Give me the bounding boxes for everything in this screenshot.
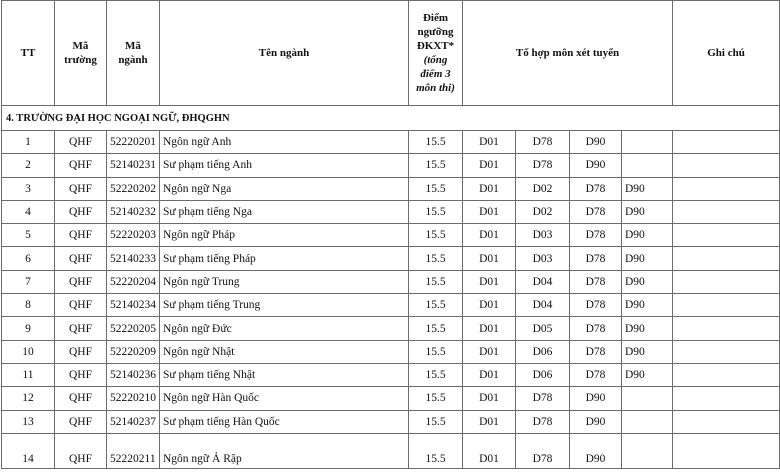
row-ten-nganh: Sư phạm tiếng Hàn Quốc (160, 410, 409, 433)
row-to-hop-4: D90 (622, 317, 673, 340)
row-ma-truong: QHF (55, 294, 107, 317)
row-to-hop-1: D01 (463, 294, 516, 317)
table-row (2, 294, 780, 317)
col-header-ma-truong-line1: Mã (72, 40, 89, 52)
row-to-hop-3: D90 (570, 154, 622, 177)
row-to-hop-3: D90 (570, 433, 622, 468)
col-header-diem-line6: môn thi) (416, 82, 455, 94)
row-diem: 15.5 (409, 433, 463, 468)
col-header-ma-truong (55, 1, 107, 106)
row-ghi-chu (673, 200, 780, 223)
row-to-hop-3: D78 (570, 340, 622, 363)
row-tt: 2 (2, 154, 55, 177)
row-ghi-chu (673, 410, 780, 433)
row-diem: 15.5 (409, 224, 463, 247)
col-header-tt: TT (2, 1, 55, 106)
row-to-hop-4: D90 (622, 177, 673, 200)
row-ma-truong: QHF (55, 363, 107, 386)
row-to-hop-4: D90 (622, 247, 673, 270)
row-ghi-chu (673, 154, 780, 177)
row-to-hop-1: D01 (463, 340, 516, 363)
table-row (2, 410, 780, 433)
row-to-hop-4 (622, 154, 673, 177)
row-ma-nganh: 52140231 (107, 154, 160, 177)
row-ma-nganh: 52220210 (107, 387, 160, 410)
row-to-hop-2: D06 (516, 363, 570, 386)
row-tt: 3 (2, 177, 55, 200)
row-diem: 15.5 (409, 154, 463, 177)
table-row (2, 200, 780, 223)
row-ma-nganh: 52220203 (107, 224, 160, 247)
col-header-ma-nganh-line2: ngành (118, 54, 148, 66)
row-ghi-chu (673, 270, 780, 293)
col-header-diem-nguong (409, 1, 463, 106)
table-row (2, 433, 780, 468)
row-to-hop-1: D01 (463, 177, 516, 200)
row-to-hop-4 (622, 387, 673, 410)
row-to-hop-3: D78 (570, 247, 622, 270)
row-ten-nganh: Ngôn ngữ Anh (160, 131, 409, 154)
row-to-hop-4 (622, 410, 673, 433)
row-to-hop-1: D01 (463, 363, 516, 386)
table-row (2, 131, 780, 154)
row-ghi-chu (673, 247, 780, 270)
row-diem: 15.5 (409, 131, 463, 154)
row-ghi-chu (673, 387, 780, 410)
row-to-hop-4: D90 (622, 270, 673, 293)
row-to-hop-3: D78 (570, 294, 622, 317)
row-tt: 12 (2, 387, 55, 410)
row-ma-truong: QHF (55, 387, 107, 410)
table-row (2, 224, 780, 247)
row-ma-truong: QHF (55, 410, 107, 433)
col-header-ten-nganh: Tên ngành (160, 1, 409, 106)
row-ten-nganh: Sư phạm tiếng Anh (160, 154, 409, 177)
row-to-hop-3: D78 (570, 363, 622, 386)
col-header-diem-line1: Điểm (422, 12, 449, 24)
row-to-hop-2: D02 (516, 177, 570, 200)
row-ten-nganh: Ngôn ngữ Hàn Quốc (160, 387, 409, 410)
row-to-hop-3: D90 (570, 387, 622, 410)
row-to-hop-3: D90 (570, 131, 622, 154)
row-tt: 7 (2, 270, 55, 293)
row-ten-nganh: Sư phạm tiếng Nga (160, 200, 409, 223)
row-to-hop-3: D78 (570, 200, 622, 223)
row-ghi-chu (673, 131, 780, 154)
row-ghi-chu (673, 224, 780, 247)
row-ten-nganh: Ngôn ngữ Ả Rập (160, 433, 409, 468)
row-ma-nganh: 52220204 (107, 270, 160, 293)
row-diem: 15.5 (409, 387, 463, 410)
row-ma-nganh: 52220201 (107, 131, 160, 154)
row-to-hop-3: D78 (570, 270, 622, 293)
row-ma-nganh: 52140233 (107, 247, 160, 270)
col-header-diem-line3: ĐKXT* (416, 40, 455, 52)
section-title: 4. TRƯỜNG ĐẠI HỌC NGOẠI NGỮ, ĐHQGHN (2, 106, 780, 131)
row-to-hop-3: D78 (570, 177, 622, 200)
row-ma-nganh: 52140236 (107, 363, 160, 386)
row-to-hop-1: D01 (463, 200, 516, 223)
table-row (2, 363, 780, 386)
row-to-hop-2: D78 (516, 387, 570, 410)
row-to-hop-4: D90 (622, 224, 673, 247)
row-ma-truong: QHF (55, 340, 107, 363)
row-to-hop-2: D05 (516, 317, 570, 340)
row-tt: 11 (2, 363, 55, 386)
row-to-hop-1: D01 (463, 317, 516, 340)
row-diem: 15.5 (409, 410, 463, 433)
row-ma-truong: QHF (55, 200, 107, 223)
row-tt: 6 (2, 247, 55, 270)
row-ma-truong: QHF (55, 433, 107, 468)
row-to-hop-1: D01 (463, 154, 516, 177)
row-ten-nganh: Ngôn ngữ Nhật (160, 340, 409, 363)
row-ma-truong: QHF (55, 177, 107, 200)
row-diem: 15.5 (409, 317, 463, 340)
row-ten-nganh: Sư phạm tiếng Nhật (160, 363, 409, 386)
row-ghi-chu (673, 340, 780, 363)
row-ma-truong: QHF (55, 270, 107, 293)
row-tt: 10 (2, 340, 55, 363)
row-to-hop-4: D90 (622, 294, 673, 317)
table-row (2, 387, 780, 410)
row-to-hop-2: D03 (516, 247, 570, 270)
row-to-hop-1: D01 (463, 224, 516, 247)
row-tt: 1 (2, 131, 55, 154)
row-ten-nganh: Ngôn ngữ Trung (160, 270, 409, 293)
row-ma-nganh: 52220209 (107, 340, 160, 363)
header-row (2, 1, 780, 106)
row-to-hop-1: D01 (463, 270, 516, 293)
col-header-ma-truong-line2: trường (64, 54, 97, 66)
col-header-ma-nganh-line1: Mã (125, 40, 141, 52)
table-row (2, 270, 780, 293)
row-to-hop-2: D78 (516, 154, 570, 177)
col-header-diem-line4: (tổng (423, 54, 448, 66)
row-ma-nganh: 52220202 (107, 177, 160, 200)
row-diem: 15.5 (409, 363, 463, 386)
row-to-hop-2: D04 (516, 270, 570, 293)
table-row (2, 154, 780, 177)
row-ghi-chu (673, 317, 780, 340)
section-row (2, 106, 780, 131)
row-ghi-chu (673, 294, 780, 317)
col-header-diem-line2: ngưỡng (417, 26, 454, 38)
row-diem: 15.5 (409, 340, 463, 363)
row-to-hop-2: D78 (516, 433, 570, 468)
row-diem: 15.5 (409, 294, 463, 317)
row-diem: 15.5 (409, 247, 463, 270)
row-to-hop-2: D02 (516, 200, 570, 223)
col-header-ghi-chu: Ghi chú (673, 1, 780, 106)
row-tt: 9 (2, 317, 55, 340)
row-ma-truong: QHF (55, 247, 107, 270)
row-to-hop-2: D78 (516, 410, 570, 433)
row-ma-truong: QHF (55, 131, 107, 154)
table-row (2, 317, 780, 340)
row-to-hop-4: D90 (622, 200, 673, 223)
row-tt: 14 (2, 433, 55, 468)
row-diem: 15.5 (409, 200, 463, 223)
row-ten-nganh: Sư phạm tiếng Trung (160, 294, 409, 317)
row-tt: 5 (2, 224, 55, 247)
row-to-hop-4 (622, 433, 673, 468)
row-ma-truong: QHF (55, 224, 107, 247)
table-row (2, 247, 780, 270)
row-ma-nganh: 52220211 (107, 433, 160, 468)
row-tt: 13 (2, 410, 55, 433)
row-to-hop-4: D90 (622, 340, 673, 363)
col-header-diem-line5: điểm 3 (420, 68, 451, 80)
row-to-hop-3: D78 (570, 317, 622, 340)
row-ten-nganh: Ngôn ngữ Đức (160, 317, 409, 340)
row-to-hop-1: D01 (463, 247, 516, 270)
admission-table (1, 0, 780, 469)
row-to-hop-1: D01 (463, 131, 516, 154)
row-ma-truong: QHF (55, 317, 107, 340)
row-to-hop-3: D90 (570, 410, 622, 433)
row-tt: 4 (2, 200, 55, 223)
row-to-hop-1: D01 (463, 410, 516, 433)
row-to-hop-2: D04 (516, 294, 570, 317)
row-to-hop-1: D01 (463, 433, 516, 468)
row-to-hop-2: D06 (516, 340, 570, 363)
row-to-hop-3: D78 (570, 224, 622, 247)
row-ma-truong: QHF (55, 154, 107, 177)
row-ten-nganh: Ngôn ngữ Pháp (160, 224, 409, 247)
row-ma-nganh: 52140232 (107, 200, 160, 223)
row-to-hop-1: D01 (463, 387, 516, 410)
row-ma-nganh: 52140234 (107, 294, 160, 317)
row-tt: 8 (2, 294, 55, 317)
row-ma-nganh: 52220205 (107, 317, 160, 340)
row-ghi-chu (673, 177, 780, 200)
row-ten-nganh: Ngôn ngữ Nga (160, 177, 409, 200)
col-header-to-hop: Tổ hợp môn xét tuyển (463, 1, 673, 106)
table-row (2, 340, 780, 363)
row-ma-nganh: 52140237 (107, 410, 160, 433)
row-ten-nganh: Sư phạm tiếng Pháp (160, 247, 409, 270)
row-diem: 15.5 (409, 270, 463, 293)
table-row (2, 177, 780, 200)
row-to-hop-2: D78 (516, 131, 570, 154)
row-ghi-chu (673, 363, 780, 386)
col-header-ma-nganh (107, 1, 160, 106)
row-to-hop-2: D03 (516, 224, 570, 247)
row-ghi-chu (673, 433, 780, 468)
row-to-hop-4 (622, 131, 673, 154)
row-to-hop-4: D90 (622, 363, 673, 386)
row-diem: 15.5 (409, 177, 463, 200)
